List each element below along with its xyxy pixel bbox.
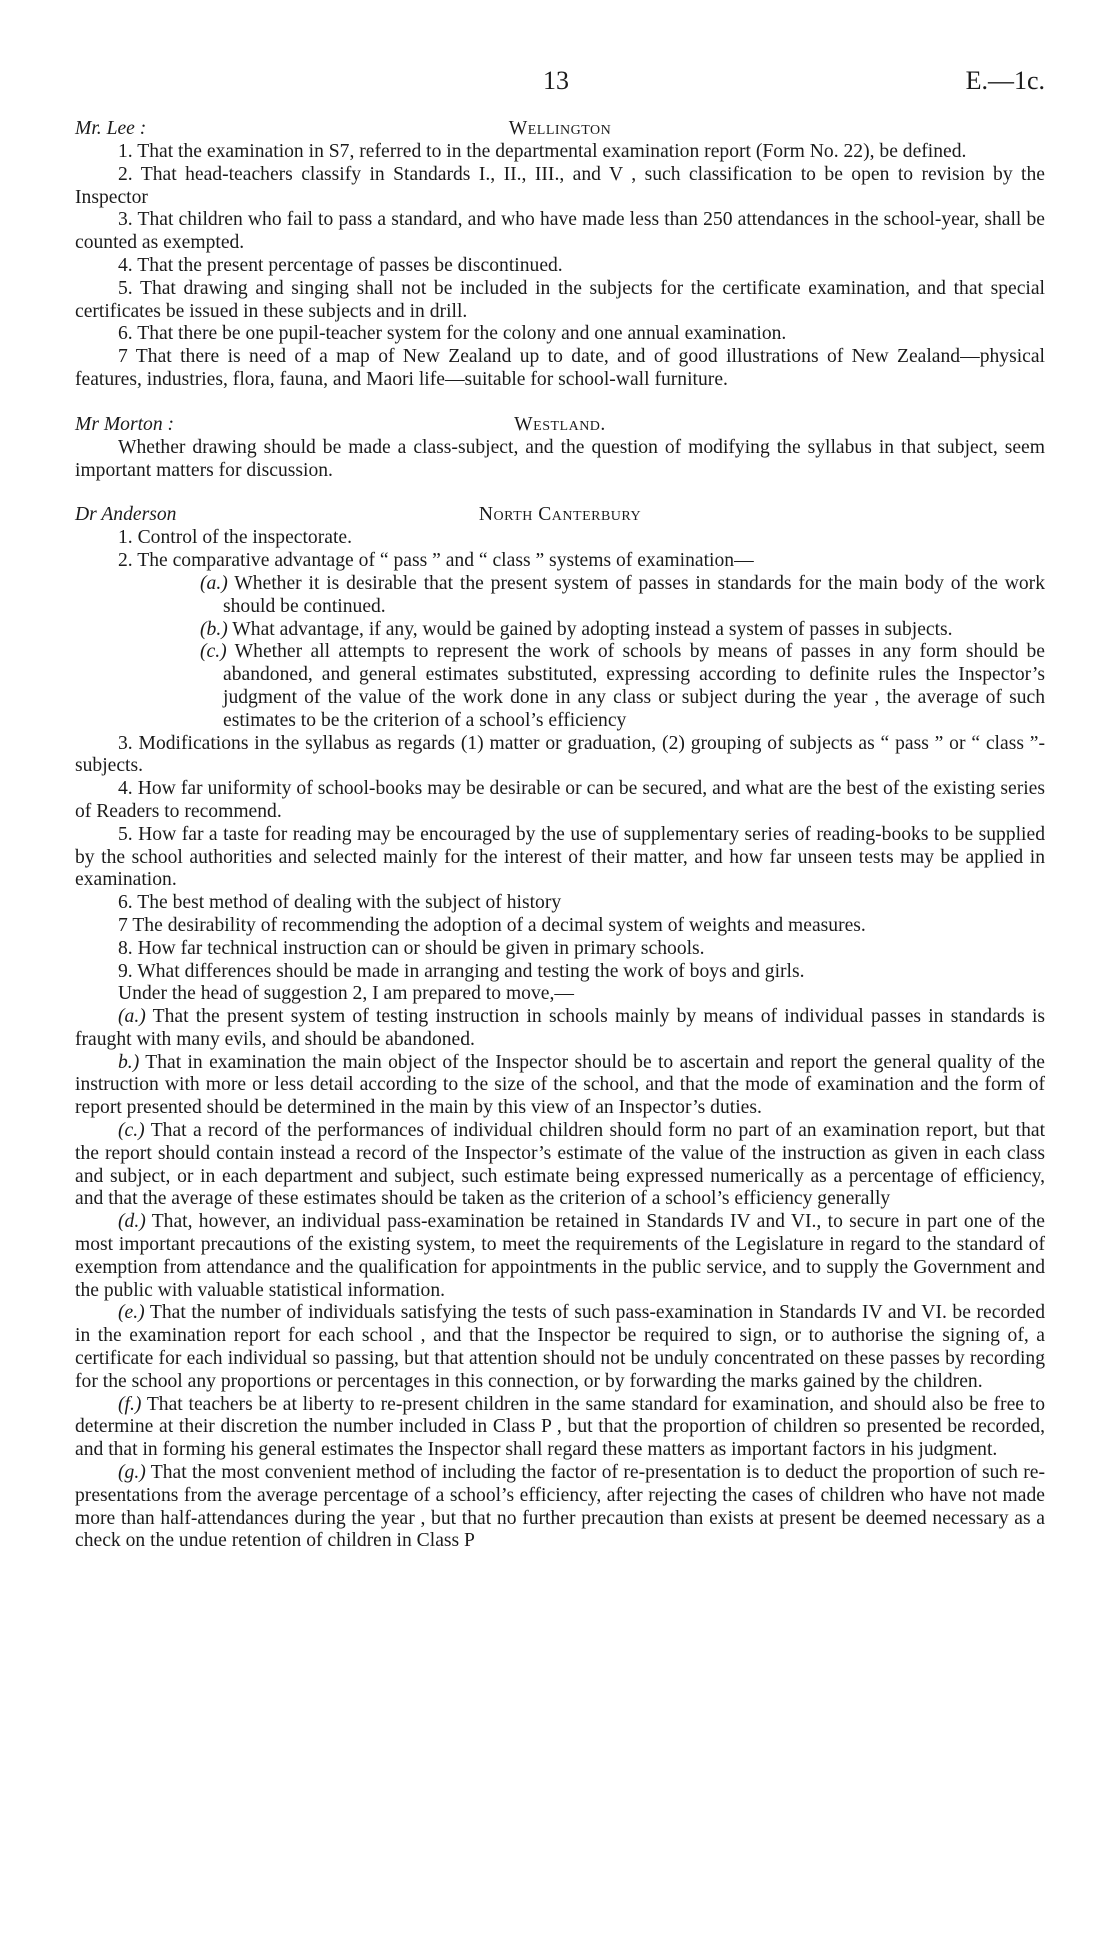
sub-item-text: Whether it is desirable that the present system of passes in standards for the main body of the work should be continued. — [223, 572, 1045, 617]
motion-label: b.) — [118, 1051, 140, 1073]
list-item: 8. How far technical instruction can or should be given in primary schools. — [118, 937, 705, 959]
motion-text: That the number of individuals satisfying the tests of such pass-examination in Standards IV and VI. be recorded in the examination report for each school , and that the Inspector be required to sign, or to authorise the signing of, a certificate for each individual so passing, but that attention should not be unduly concentrated on these passes by recording for the school any proportions or percentages in this connection, or by forwarding the marks gained by the children. — [75, 1302, 1046, 1392]
sub-item-label: (c.) — [200, 641, 227, 663]
motion-text: That, however, an individual pass-examination be retained in Standards IV and VI., to secure in part one of the most important precautions of the existing system, to meet the requirements of the Legislature in regard to the standard of exemption from attendance and the qualification for appointments in the public service, and to supply the Government and the public with valuable statistical information. — [75, 1211, 1045, 1301]
motion — [75, 1462, 1045, 1553]
paragraph: 4. That the present percentage of passes be discontinued. — [118, 254, 563, 276]
paragraph: 5. That drawing and singing shall not be included in the subjects for the certificate examination, and that special certificates be issued in these subjects and in drill. — [75, 277, 1045, 322]
motion-label: (d.) — [118, 1211, 146, 1233]
motion — [75, 1211, 1045, 1302]
section-heading-north-canterbury — [75, 504, 1045, 527]
paragraph: 2. That head-teachers classify in Standards I., II., III., and V , such classification to be open to revision by the Inspector — [75, 163, 1045, 208]
sub-item-text: Whether all attempts to represent the work of schools by means of passes in any form should be abandoned, and general estimates substituted, expressing according to definite rules the Inspector’s judgment of the value of the work done in any class or subject during the year , the average of such estimates to be the criterion of a school’s efficiency — [223, 641, 1046, 731]
page-number: 13 — [543, 66, 569, 95]
motion — [75, 1006, 1045, 1052]
motion — [75, 1302, 1045, 1393]
paragraph: Whether drawing should be made a class-subject, and the question of modifying the syllabus in that subject, seem important matters for discussion. — [75, 436, 1045, 481]
section-heading-wellington — [75, 118, 1045, 141]
list-item: 4. How far uniformity of school-books may be desirable or can be secured, and what are the best of the existing series of Readers to recommend. — [75, 778, 1045, 822]
paragraph: 7 That there is need of a map of New Zealand up to date, and of good illustrations of New Zealand—physical features, industries, flora, fauna, and Maori life—suitable for school-wall furniture. — [75, 346, 1045, 390]
region-title: North Canterbury — [478, 504, 642, 526]
paragraph: 3. That children who fail to pass a standard, and who have made less than 250 attendances in the school-year, shall be counted as exempted. — [75, 209, 1045, 254]
document-reference: E.—1c. — [965, 66, 1045, 95]
paragraph: 6. That there be one pupil-teacher system for the colony and one annual examination. — [118, 323, 787, 345]
motion-label: (f.) — [118, 1393, 142, 1415]
spacer — [75, 392, 1045, 414]
motion-text: That in examination the main object of the Inspector should be to ascertain and report the general quality of the instruction with more or less detail according to the size of the school, and that the mode of examination and the form of report presented should be determined in the main by this view of an Inspector’s duties. — [75, 1051, 1045, 1119]
list-item: Under the head of suggestion 2, I am prepared to move,— — [118, 983, 574, 1005]
speaker-name: Dr Anderson — [75, 504, 177, 526]
sub-item-text: What advantage, if any, would be gained by adopting instead a system of passes in subjects. — [232, 618, 953, 640]
region-title: Wellington — [508, 118, 612, 139]
list-item: 1. Control of the inspectorate. — [118, 527, 352, 549]
page-body — [75, 118, 1045, 1553]
sub-item — [75, 641, 1045, 732]
sub-item-label: (a.) — [200, 572, 228, 594]
list-item: 7 The desirability of recommending the adoption of a decimal system of weights and measures. — [118, 914, 866, 936]
motion-label: (a.) — [118, 1006, 146, 1028]
region-title: Westland. — [514, 413, 606, 435]
list-item: 9. What differences should be made in arranging and testing the work of boys and girls. — [118, 960, 805, 982]
list-item: 6. The best method of dealing with the subject of history — [118, 892, 562, 914]
sub-item — [75, 619, 1045, 642]
motion-text: That a record of the performances of individual children should form no part of an examination report, but that the report should contain instead a record of the Inspector’s estimate of the value of the instruction as given in each class and subject, or in each department and subject, such estimate being expressed numerically as a percentage of efficiency, and that the average of these estimates should be taken as the criterion of a school’s efficiency generally — [75, 1120, 1046, 1210]
motion — [75, 1052, 1045, 1120]
motion — [75, 1394, 1045, 1462]
list-item: 2. The comparative advantage of “ pass ” and “ class ” systems of examination— — [118, 550, 754, 572]
spacer — [75, 482, 1045, 504]
list-item: 5. How far a taste for reading may be encouraged by the use of supplementary series of reading-books to be supplied by the school authorities and selected mainly for the interest of their matter, and how far unseen tests may be applied in examination. — [75, 823, 1045, 891]
speaker-name: Mr Morton : — [75, 413, 175, 435]
motion-label: (g.) — [118, 1462, 146, 1484]
sub-item — [75, 573, 1045, 619]
sub-item-label: (b.) — [200, 618, 228, 640]
motion — [75, 1120, 1045, 1211]
page-header — [75, 66, 1045, 106]
speaker-name: Mr. Lee : — [75, 118, 147, 139]
motion-text: That the most convenient method of including the factor of re-presentation is to deduct the proportion of such re-presentations from the average percentage of a school’s efficiency, after rejecting the cases of children who have not made more than half-attendances during the year , but that no further precaution than exists at present be deemed necessary as a check on the undue retention of children in Class P — [75, 1462, 1045, 1552]
motion-label: (c.) — [118, 1120, 145, 1142]
paragraph: 1. That the examination in S7, referred to in the departmental examination report (Form No. 22), be defined. — [118, 141, 967, 162]
motion-text: That the present system of testing instruction in schools mainly by means of individual passes in standards is fraught with many evils, and should be abandoned. — [75, 1006, 1046, 1050]
list-item: 3. Modifications in the syllabus as regards (1) matter or graduation, (2) grouping of subjects as “ pass ” or “ class ”-subjects. — [75, 732, 1045, 777]
motion-text: That teachers be at liberty to re-present children in the same standard for examination, and should also be free to determine at their discretion the number included in Class P , but that the proportion of children so presented be recorded, and that in forming his general estimates the Inspector shall regard these matters as important factors in his judgment. — [75, 1393, 1045, 1461]
motion-label: (e.) — [118, 1302, 145, 1324]
section-heading-westland — [75, 414, 1045, 437]
